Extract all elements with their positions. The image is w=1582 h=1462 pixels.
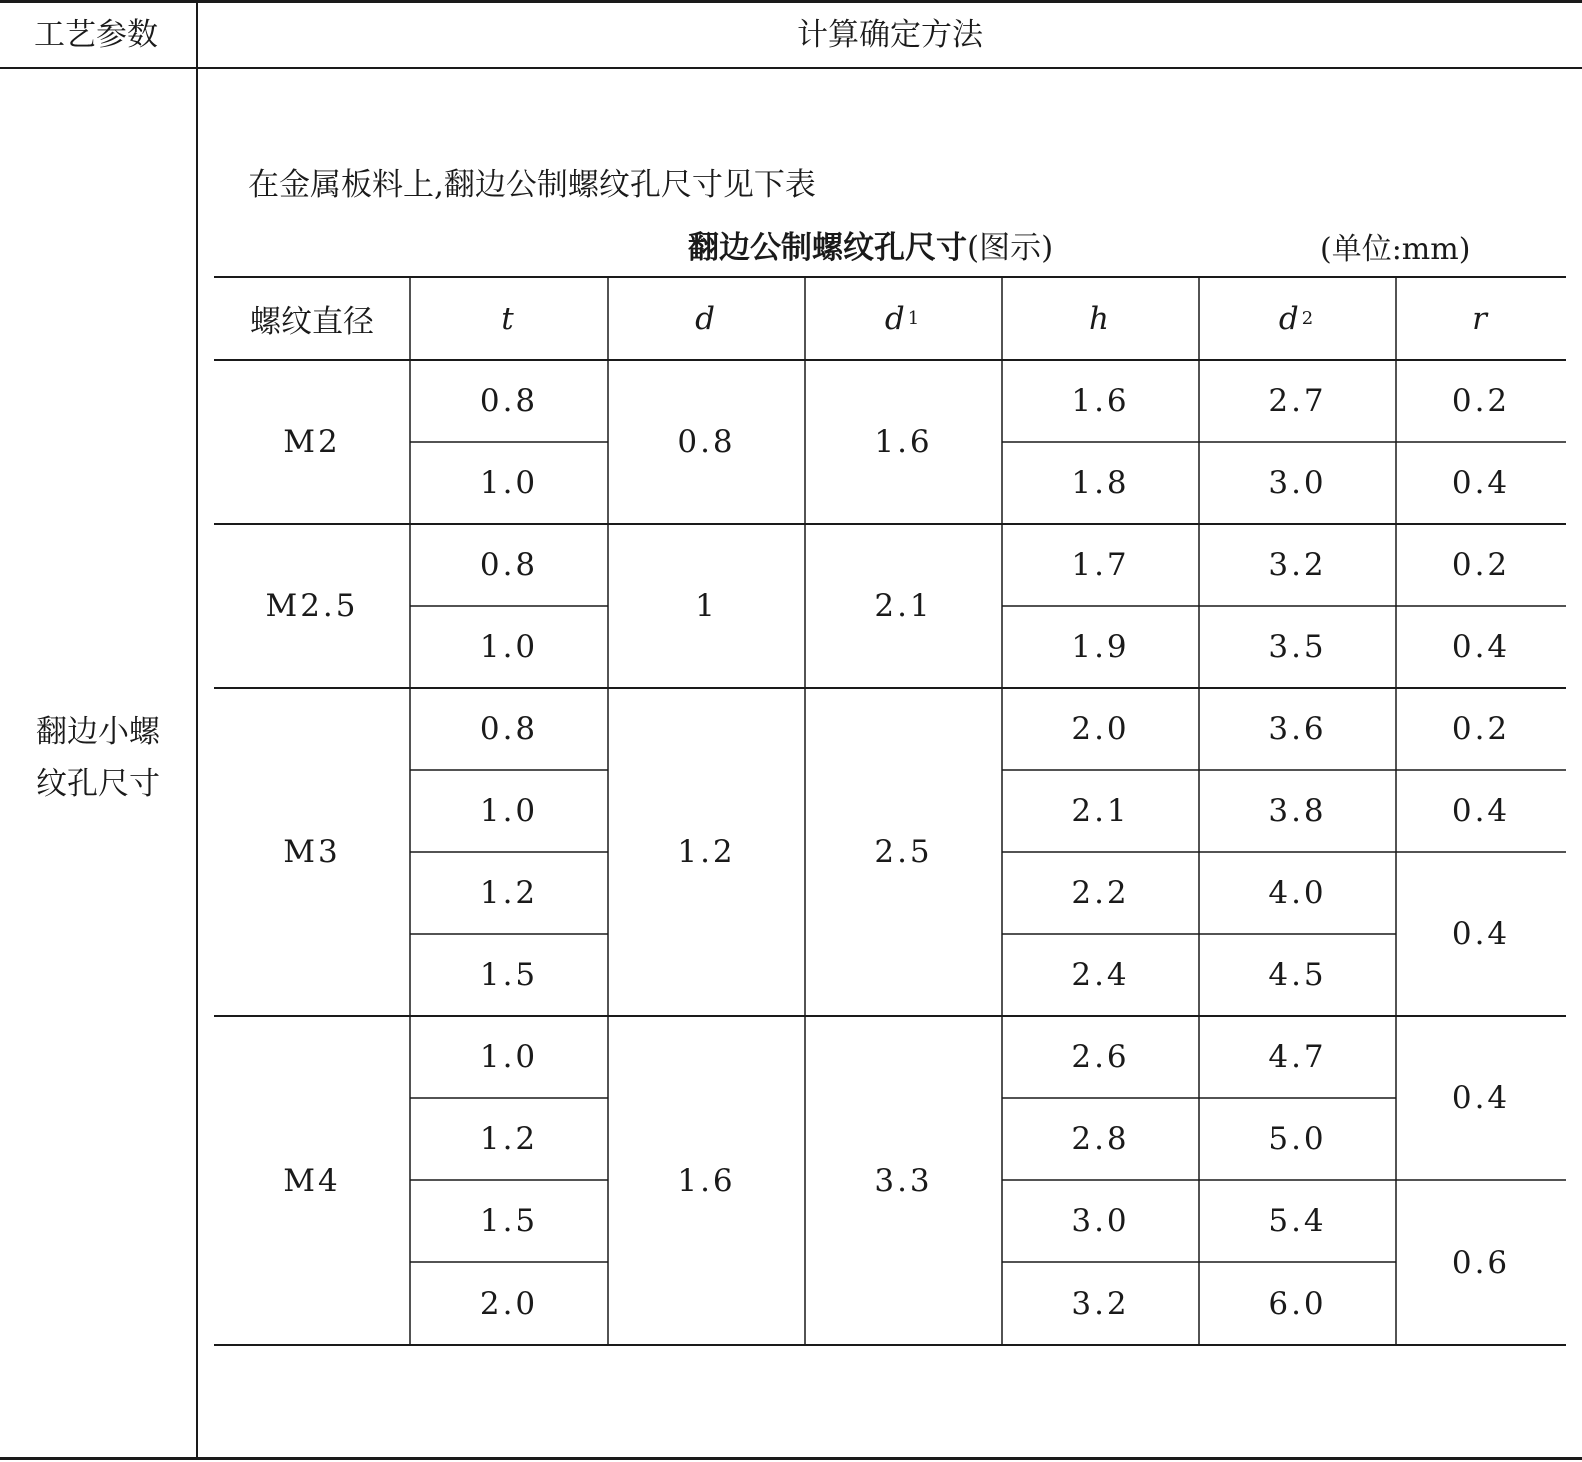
t-cell: 1.0: [479, 793, 539, 829]
col-header-d2-base: d: [1278, 300, 1302, 337]
d2-cell: 2.7: [1268, 383, 1327, 419]
t-cell: 1.2: [479, 1121, 539, 1157]
thread-cell: M3: [283, 834, 341, 870]
thread-cell: M4: [283, 1162, 341, 1199]
inner-table-title-suffix: (图示): [967, 230, 1054, 266]
param-name-line2: 纹孔尺寸: [36, 766, 160, 802]
header-method: 计算确定方法: [797, 17, 983, 53]
h-cell: 2.0: [1071, 711, 1130, 747]
intro-text: 在金属板料上,翻边公制螺纹孔尺寸见下表: [248, 167, 816, 203]
h-cell: 2.2: [1071, 875, 1130, 911]
col-header-d: d: [695, 300, 718, 337]
t-cell: 2.0: [479, 1285, 539, 1322]
t-cell: 1.0: [479, 1039, 539, 1075]
d2-cell: 5.0: [1268, 1121, 1327, 1157]
d2-cell: 3.8: [1268, 793, 1327, 829]
col-header-d1-sub: 1: [907, 308, 923, 329]
t-cell: 1.5: [479, 1203, 539, 1239]
h-cell: 2.8: [1071, 1121, 1130, 1157]
col-header-thread: 螺纹直径: [250, 304, 374, 340]
d-cell: 0.8: [677, 424, 736, 460]
inner-table-title-main: 翻边公制螺纹孔尺寸: [688, 230, 967, 266]
col-header-d1: [805, 277, 1002, 360]
d2-cell: 4.7: [1268, 1039, 1327, 1075]
d-cell: 1: [695, 588, 718, 624]
r-cell: 0.4: [1451, 793, 1511, 829]
r-cell: 0.4: [1451, 465, 1511, 501]
col-header-d2-sub: 2: [1301, 308, 1317, 329]
r-cell: 0.2: [1451, 547, 1511, 583]
r-cell: 0.2: [1451, 711, 1511, 747]
t-cell: 0.8: [479, 383, 539, 419]
r-cell: 0.4: [1451, 629, 1511, 665]
r-cell: 0.6: [1451, 1244, 1511, 1281]
d2-cell: 3.2: [1268, 547, 1327, 583]
h-cell: 2.6: [1071, 1039, 1130, 1075]
col-header-r: r: [1472, 300, 1490, 337]
t-cell: 0.8: [479, 547, 539, 583]
col-header-d2: [1199, 277, 1396, 360]
d1-cell: 1.6: [874, 424, 933, 460]
t-cell: 1.0: [479, 629, 539, 665]
d-cell: 1.2: [677, 834, 736, 870]
col-header-d1-base: d: [884, 300, 908, 337]
t-cell: 1.2: [479, 875, 539, 911]
d2-cell: 3.6: [1268, 711, 1327, 747]
h-cell: 1.6: [1071, 383, 1130, 419]
r-cell: 0.2: [1451, 383, 1511, 419]
t-cell: 1.0: [479, 465, 539, 501]
r-cell: 0.4: [1451, 1080, 1511, 1116]
d2-cell: 4.5: [1268, 957, 1327, 993]
param-name-line1: 翻边小螺: [36, 714, 160, 750]
r-cell: 0.4: [1451, 916, 1511, 952]
unit-label: (单位:mm): [1320, 232, 1471, 267]
thread-cell: M2: [283, 424, 341, 460]
d1-cell: 2.1: [874, 588, 933, 624]
d2-cell: 6.0: [1268, 1285, 1327, 1322]
header-param: 工艺参数: [34, 17, 158, 53]
d2-cell: 3.5: [1268, 629, 1327, 665]
col-header-h: h: [1089, 300, 1112, 337]
d2-cell: 4.0: [1268, 875, 1327, 911]
h-cell: 2.1: [1071, 793, 1130, 829]
d2-cell: 5.4: [1268, 1203, 1327, 1239]
t-cell: 0.8: [479, 711, 539, 747]
h-cell: 3.2: [1071, 1285, 1130, 1322]
h-cell: 1.9: [1071, 629, 1130, 665]
d-cell: 1.6: [677, 1162, 736, 1199]
h-cell: 2.4: [1071, 957, 1130, 993]
t-cell: 1.5: [479, 957, 539, 993]
h-cell: 1.7: [1071, 547, 1130, 583]
h-cell: 3.0: [1071, 1203, 1130, 1239]
col-header-t: t: [501, 300, 517, 337]
d2-cell: 3.0: [1268, 465, 1327, 501]
h-cell: 1.8: [1071, 465, 1130, 501]
d1-cell: 2.5: [874, 834, 933, 870]
d1-cell: 3.3: [874, 1162, 933, 1199]
thread-cell: M2.5: [265, 588, 359, 624]
